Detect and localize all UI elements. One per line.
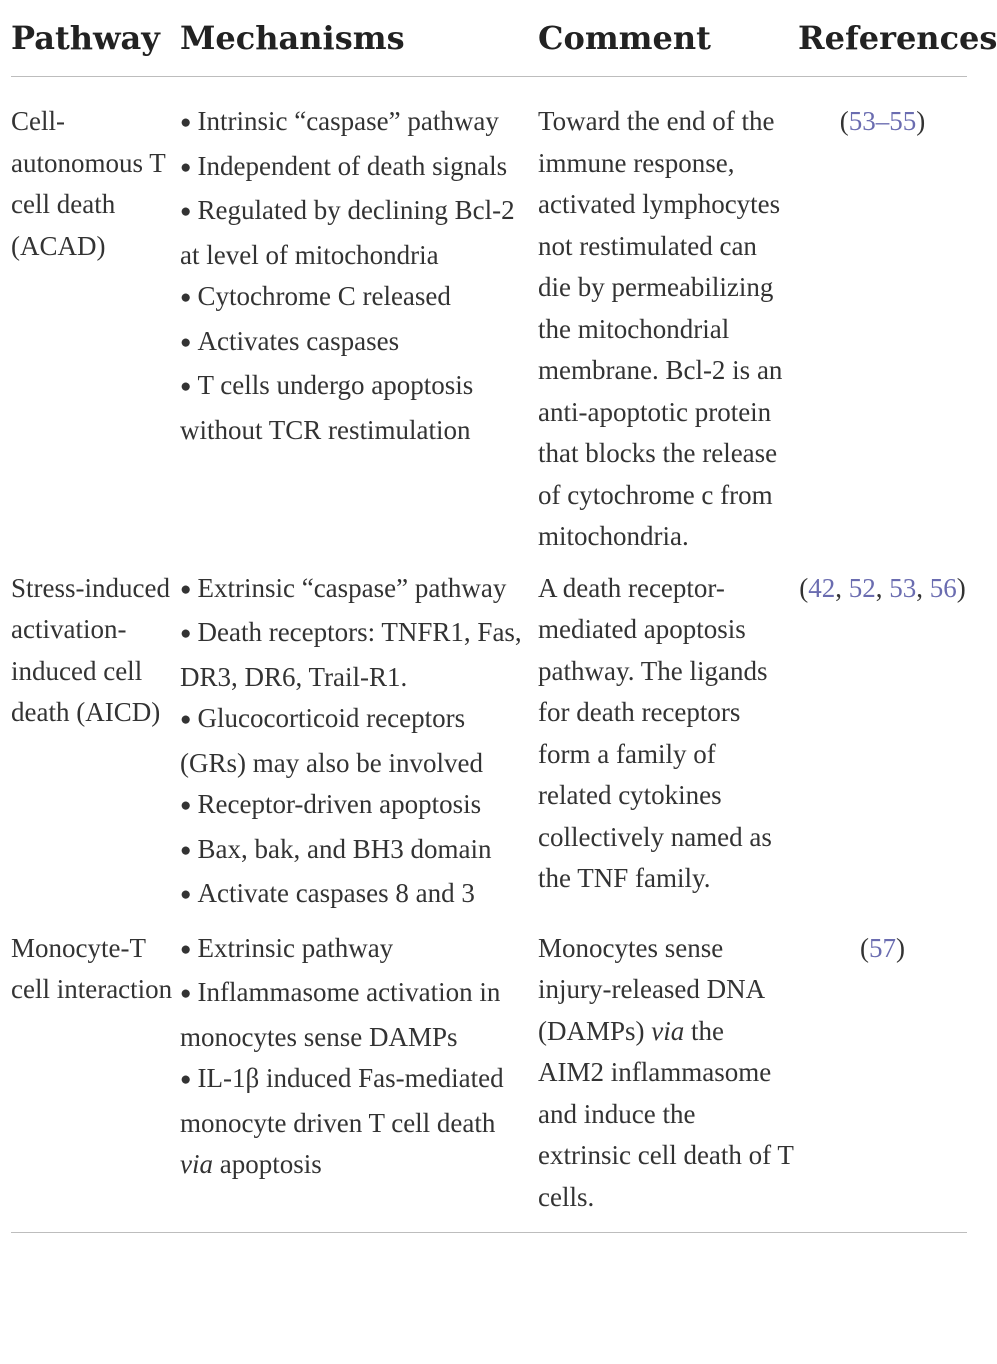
mechanisms-cell — [180, 558, 538, 918]
mechanism-item: ● Glucocorticoid receptors (GRs) may also be involved — [180, 698, 534, 784]
pathway-cell: Cell-autonomous T cell death (ACAD) — [11, 106, 166, 261]
comment-italic-via: via — [651, 1015, 685, 1046]
references-cell: (42, 52, 53, 56) — [799, 572, 966, 603]
table-row — [11, 918, 967, 1233]
header-mechanisms: Mechanisms — [180, 0, 538, 77]
mechanism-item: ● Intrinsic “caspase” pathway — [180, 101, 534, 146]
mechanism-item: ● Extrinsic “caspase” pathway — [180, 568, 534, 613]
mechanism-item: ● Activates caspases — [180, 321, 534, 366]
comment-text: the AIM2 inflammasome and induce the extrinsic cell death of T cells. — [538, 1015, 794, 1212]
mechanisms-cell — [180, 918, 538, 1233]
mechanism-item: ● Cytochrome C released — [180, 276, 534, 321]
header-references: References — [798, 0, 967, 77]
citation-link[interactable]: 52 — [848, 572, 876, 603]
citation-link[interactable]: 53 — [889, 572, 917, 603]
mechanism-text: apoptosis — [213, 1149, 322, 1179]
references-cell: (57) — [798, 918, 967, 1233]
citation-link[interactable]: 53 — [848, 106, 876, 136]
header-comment: Comment — [538, 0, 798, 77]
mechanism-text: IL-1β induced Fas-mediated monocyte driven T cell death — [180, 1063, 504, 1138]
comment-cell: A death receptor-mediated apoptosis pathway. The ligands for death receptors form a family of related cytokines collectively named as the TNF family. — [538, 572, 772, 893]
comment-text: Monocytes sense injury-released DNA (DAMPs) — [538, 932, 764, 1046]
data-table — [11, 0, 997, 1233]
mechanism-item: ● Regulated by declining Bcl-2 at level of mitochondria — [180, 190, 534, 276]
citation-link[interactable]: 55 — [889, 106, 917, 136]
references-cell: (53–55) — [839, 106, 926, 136]
table-row — [11, 558, 967, 918]
header-pathway: Pathway — [11, 0, 180, 77]
header-row — [11, 0, 967, 77]
mechanism-item: ● Bax, bak, and BH3 domain — [180, 829, 534, 874]
mechanism-item: ● T cells undergo apoptosis without TCR restimulation — [180, 365, 534, 451]
citation-range-dash: – — [875, 106, 890, 136]
mechanism-item: ● Activate caspases 8 and 3 — [180, 873, 534, 918]
mechanism-item — [180, 1058, 534, 1186]
pathway-cell: Monocyte-T cell interaction — [11, 918, 180, 1233]
citation-link[interactable]: 56 — [929, 572, 957, 603]
citation-link[interactable]: 42 — [808, 572, 836, 603]
table-row — [11, 77, 967, 558]
mechanism-item: ● Extrinsic pathway — [180, 928, 534, 973]
mechanisms-cell — [180, 77, 538, 558]
pathway-cell: Stress-induced activation-induced cell death (AICD) — [11, 572, 170, 727]
mechanism-item: ● Receptor-driven apoptosis — [180, 784, 534, 829]
mechanism-italic-via: via — [180, 1149, 213, 1179]
mechanism-item: ● Death receptors: TNFR1, Fas, DR3, DR6, Trail-R1. — [180, 612, 534, 698]
citation-link[interactable]: 57 — [869, 932, 896, 963]
mechanism-item: ● Inflammasome activation in monocytes sense DAMPs — [180, 972, 534, 1058]
comment-cell — [538, 918, 798, 1233]
comment-cell: Toward the end of the immune response, activated lymphocytes not restimulated can die by permeabilizing the mitochondrial membrane. Bcl-2 is an anti-apoptotic protein that blocks the release of cytochrome c from mitochondria. — [538, 106, 783, 551]
mechanism-item: ● Independent of death signals — [180, 146, 534, 191]
